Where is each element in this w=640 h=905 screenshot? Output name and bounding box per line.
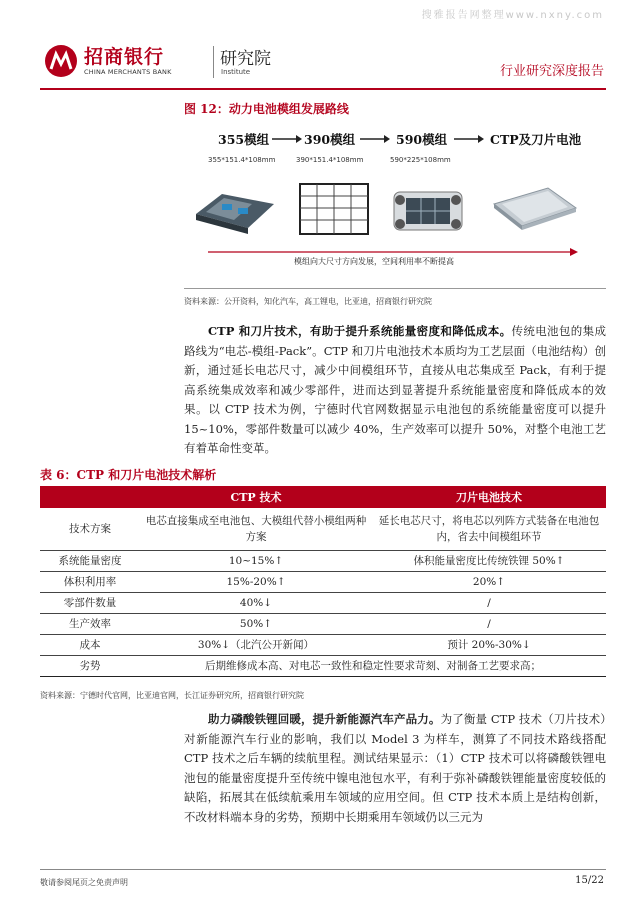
module-355-label: 355模组 (218, 132, 270, 147)
table-row (40, 592, 606, 613)
paragraph-body: 传统电池包的集成路线为“电芯-模组-Pack”。CTP 和刀片电池技术本质均为工艺层面（电池结构）创新，通过延长电芯尺寸，减少中间模组环节，直接从电芯集成至 Pack，有利于提高系统集成效率和减少零部件，进而达到显著提升系统能量密度和降低成本的效果。以 CTP 技术为例，宁德时代官网数据显示电池包的系统能量密度可以提升 15~10%，零部件数量可以减少 40%，生产效率可以提升 50%，对整个电池工艺有着革命性变革。 (184, 324, 606, 455)
arrow-right-icon (454, 134, 484, 144)
module-390-label: 390模组 (304, 132, 356, 147)
module-590-dims: 590*225*108mm (390, 156, 451, 164)
row-label: 体积利用率 (40, 571, 140, 592)
blade-cell: 20%↑ (372, 571, 606, 592)
header-rule (40, 88, 606, 90)
growth-arrow-icon (208, 248, 578, 256)
page-header (40, 40, 606, 88)
row-label: 生产效率 (40, 613, 140, 634)
blade-cell: / (372, 613, 606, 634)
module-roadmap-figure (184, 122, 606, 280)
footer-disclaimer: 敬请参阅尾页之免责声明 (40, 878, 128, 887)
blade-battery-image (488, 174, 580, 244)
ctp-cell: 50%↑ (140, 613, 372, 634)
paragraph-lead: 助力磷酸铁锂回暖，提升新能源汽车产品力。 (208, 712, 441, 726)
row-label: 技术方案 (40, 508, 140, 550)
table-row (40, 550, 606, 571)
row-label: 零部件数量 (40, 592, 140, 613)
module-390-dims: 390*151.4*108mm (296, 156, 364, 164)
blade-cell: 预计 20%-30%↓ (372, 634, 606, 655)
module-355-dims: 355*151.4*108mm (208, 156, 276, 164)
figure-source: 资料来源：公开资料，知化汽车，高工锂电，比亚迪，招商银行研究院 (184, 297, 432, 306)
page-number: 15/22 (575, 875, 604, 886)
paragraph-lfp (184, 710, 606, 827)
table-row (40, 508, 606, 550)
footer-rule (40, 869, 606, 870)
paragraph-ctp-intro (184, 322, 606, 459)
growth-note: 模组向大尺寸方向发展，空间利用率不断提高 (294, 257, 454, 266)
table-row (40, 571, 606, 592)
table-row (40, 634, 606, 655)
table-header-row (40, 486, 606, 508)
ctp-cell: 电芯直接集成至电池包、大模组代替小模组两种方案 (140, 508, 372, 550)
figure-rule (184, 288, 606, 289)
battery-pack-390-image (296, 174, 372, 244)
institute-name-en: Institute (221, 68, 251, 76)
logo-divider (213, 46, 214, 78)
table-source: 资料来源：宁德时代官网，比亚迪官网，长江证券研究所，招商银行研究院 (40, 691, 304, 700)
blade-cell: / (372, 592, 606, 613)
report-type: 行业研究深度报告 (499, 64, 604, 79)
ctp-cell: 10~15%↑ (140, 550, 372, 571)
bank-name-en: CHINA MERCHANTS BANK (84, 68, 172, 76)
table-header-cell: 刀片电池技术 (372, 486, 606, 508)
table-title: 表 6：CTP 和刀片电池技术解析 (40, 468, 217, 482)
ctp-blade-table (40, 486, 606, 677)
watermark: 搜雅报告网整理www.nxny.com (421, 10, 604, 21)
merged-cell: 后期维修成本高、对电芯一致性和稳定性要求苛刻、对制备工艺要求高； (140, 655, 606, 676)
ctp-cell: 15%-20%↑ (140, 571, 372, 592)
paragraph-lead: CTP 和刀片技术，有助于提升系统能量密度和降低成本。 (208, 324, 512, 338)
table-row (40, 655, 606, 676)
blade-cell: 延长电芯尺寸，将电芯以列阵方式装备在电池包内，省去中间模组环节 (372, 508, 606, 550)
paragraph-body: 为了衡量 CTP 技术（刀片技术）对新能源汽车行业的影响，我们以 Model 3 为样车，测算了不同技术路线搭配 CTP 技术之后车辆的续航里程。测试结果显示：（1）CTP 技术可以将磷酸铁锂电池包的能量密度提升至传统中镍电池包水平，有利于弥补磷酸铁锂能量密度较低的缺陷，拓展其在低续航乘用车领域的应用空间。但 CTP 技术本质上是结构创新，不改材料端本身的劣势，预期中长期乘用车领域仍以三元为 (184, 712, 606, 824)
table-header-cell (40, 486, 140, 508)
battery-pack-590-image (388, 174, 468, 244)
figure-title: 图 12：动力电池模组发展路线 (184, 102, 349, 116)
institute-name: 研究院 (220, 49, 271, 69)
ctp-cell: 40%↓ (140, 592, 372, 613)
row-label: 成本 (40, 634, 140, 655)
bank-logo-icon (44, 44, 78, 78)
ctp-blade-label: CTP及刀片电池 (490, 132, 582, 147)
table-row (40, 613, 606, 634)
arrow-right-icon (360, 134, 390, 144)
module-590-label: 590模组 (396, 132, 448, 147)
bank-name: 招商银行 (84, 46, 165, 68)
blade-cell: 体积能量密度比传统铁锂 50%↑ (372, 550, 606, 571)
arrow-right-icon (272, 134, 302, 144)
row-label: 系统能量密度 (40, 550, 140, 571)
battery-pack-355-image (192, 174, 276, 244)
row-label: 劣势 (40, 655, 140, 676)
table-header-cell: CTP 技术 (140, 486, 372, 508)
ctp-cell: 30%↓（北汽公开新闻） (140, 634, 372, 655)
